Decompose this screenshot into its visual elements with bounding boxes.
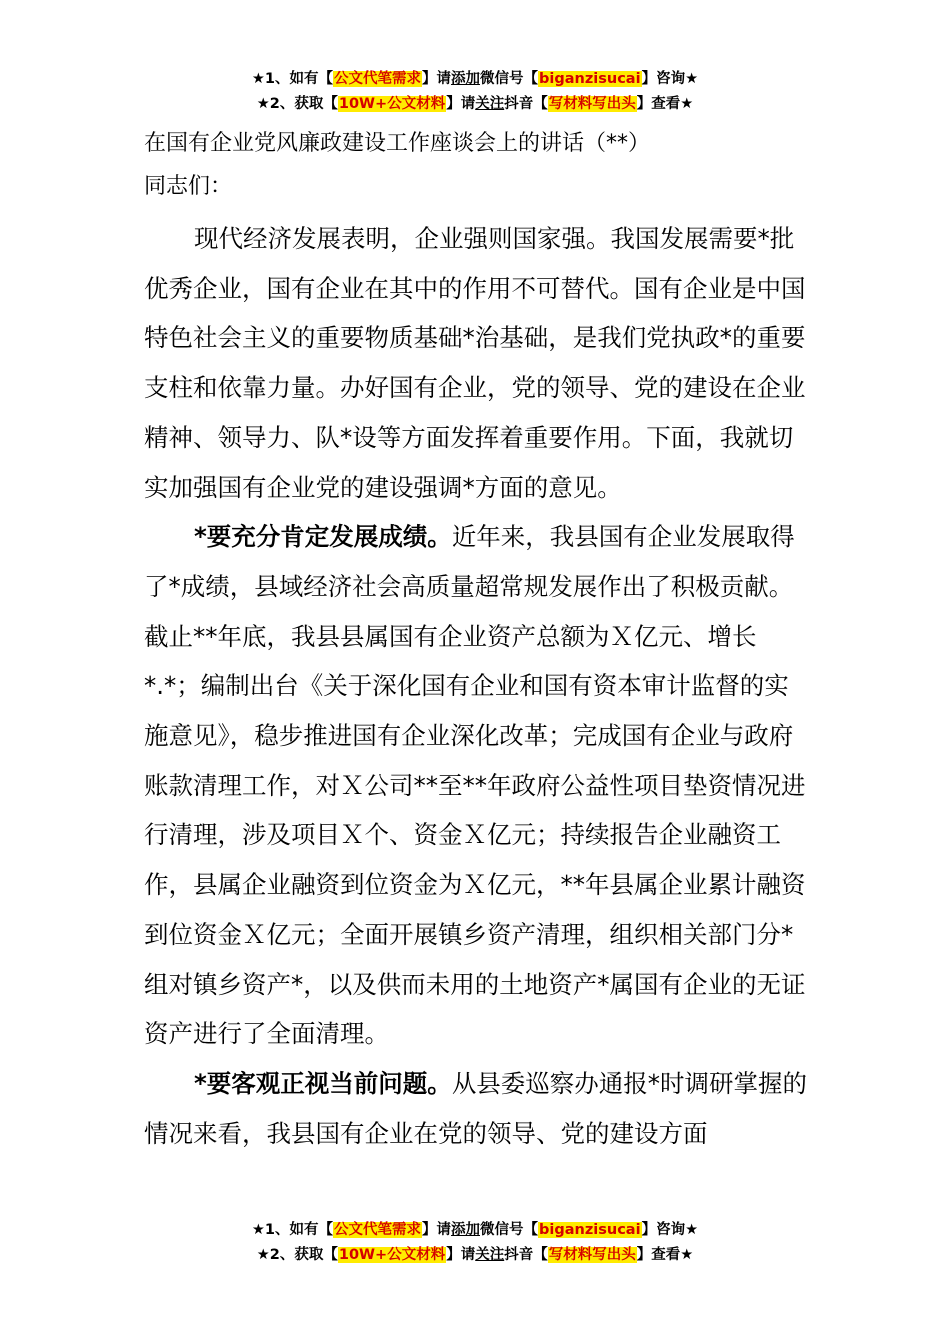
highlight-douyin: 写材料写出头: [548, 1247, 636, 1263]
promo-line-1: ★1、如有【公文代笔需求】请添加微信号【biganzisucai】咨询★: [251, 1222, 699, 1238]
promo-line-2: ★2、获取【10W+公文材料】请关注抖音【写材料写出头】查看★: [256, 96, 694, 112]
promo-banner-bottom: [0, 1218, 950, 1268]
promo-line-2: ★2、获取【10W+公文材料】请关注抖音【写材料写出头】查看★: [256, 1247, 694, 1263]
highlight-materials: 10W+公文材料: [338, 1247, 446, 1263]
highlight-wechat-id: biganzisucai: [539, 71, 641, 87]
salutation: 同志们：: [144, 174, 233, 199]
highlight-douyin: 写材料写出头: [548, 96, 636, 112]
promo-banner-top: [0, 67, 950, 117]
paragraph-achievements: *要充分肯定发展成绩。近年来，我县国有企业发展取得了*成绩，县域经济社会高质量超常规发展作出了积极贡献。截止**年底，我县县属国有企业资产总额为Ｘ亿元、增长*.*；编制出台《关于深化国有企业和国有资本审计监督的实施意见》，稳步推进国有企业深化改革；完成国有企业与政府账款清理工作，对Ｘ公司**至**年政府公益性项目垫资情况进行清理，涉及项目Ｘ个、资金Ｘ亿元；持续报告企业融资工作，县属企业融资到位资金为Ｘ亿元，**年县属企业累计融资到位资金Ｘ亿元；全面开展镇乡资产清理，组织相关部门分*组对镇乡资产*，以及供而未用的土地资产*属国有企业的无证资产进行了全面清理。: [144, 522, 806, 1049]
paragraph-lead: *要充分肯定发展成绩。: [194, 522, 452, 552]
highlight-wechat-id: biganzisucai: [539, 1222, 641, 1238]
document-body: [144, 124, 809, 1158]
paragraph-problems: *要客观正视当前问题。从县委巡察办通报*时调研掌握的情况来看，我县国有企业在党的领导、党的建设方面: [144, 1068, 808, 1148]
document-title: 在国有企业党风廉政建设工作座谈会上的讲话（**）: [144, 131, 651, 156]
paragraph-lead: *要客观正视当前问题。: [194, 1068, 452, 1098]
highlight-materials: 10W+公文材料: [338, 96, 446, 112]
highlight-service: 公文代笔需求: [334, 71, 422, 87]
highlight-service: 公文代笔需求: [334, 1222, 422, 1238]
promo-line-1: ★1、如有【公文代笔需求】请添加微信号【biganzisucai】咨询★: [251, 71, 699, 87]
paragraph-intro: 现代经济发展表明，企业强则国家强。我国发展需要*批优秀企业，国有企业在其中的作用不可替代。国有企业是中国特色社会主义的重要物质基础*治基础，是我们党执政*的重要支柱和依靠力量。办好国有企业，党的领导、党的建设在企业精神、领导力、队*设等方面发挥着重要作用。下面，我就切实加强国有企业党的建设强调*方面的意见。: [144, 224, 806, 502]
